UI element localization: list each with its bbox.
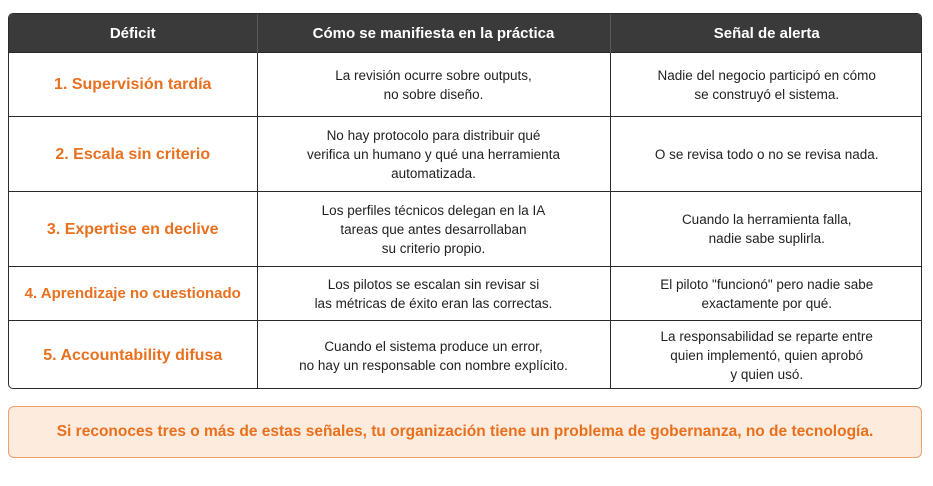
practice-cell [257, 321, 610, 390]
practice-text: verifica un humano y qué una herramienta [307, 146, 560, 162]
table-row [9, 267, 922, 321]
practice-cell [257, 117, 610, 192]
table-header-row [9, 14, 922, 53]
alert-text: exactamente por qué. [701, 295, 833, 311]
practice-text: no sobre diseño. [383, 86, 484, 102]
practice-cell [257, 53, 610, 117]
alert-text: Cuando la herramienta falla, [681, 212, 852, 227]
table-row [9, 117, 922, 192]
table-row [9, 53, 922, 117]
practice-text: Los perfiles técnicos delegan en la IA [321, 202, 546, 218]
table-row [9, 192, 922, 267]
column-header-alert: Señal de alerta [610, 14, 922, 53]
deficit-cell: 4. Aprendizaje no cuestionado [9, 267, 257, 321]
practice-cell [257, 192, 610, 267]
alert-text: y quien usó. [730, 367, 804, 383]
practice-text: su criterio propio. [381, 240, 486, 256]
alert-cell [610, 53, 922, 117]
alert-text: La responsabilidad se reparte entre [660, 329, 873, 345]
alert-text: nadie sabe suplirla. [708, 231, 825, 246]
alert-text: quien implementó, quien aprobó [670, 348, 864, 364]
alert-text: Nadie del negocio participó en cómo [657, 67, 876, 83]
practice-text: No hay protocolo para distribuir qué [326, 127, 541, 143]
practice-text: las métricas de éxito eran las correctas. [314, 295, 553, 311]
practice-text: La revisión ocurre sobre outputs, [335, 67, 532, 83]
deficit-table [9, 14, 922, 389]
alert-text: El piloto "funcionó" pero nadie sabe [660, 276, 874, 292]
alert-cell [610, 117, 922, 192]
practice-text: Los pilotos se escalan sin revisar si [327, 276, 540, 292]
column-header-practice: Cómo se manifiesta en la práctica [257, 14, 610, 53]
alert-cell [610, 192, 922, 267]
conclusion-banner [8, 406, 922, 458]
practice-text: Cuando el sistema produce un error, [324, 338, 543, 354]
column-header-deficit: Déficit [9, 14, 257, 53]
deficit-cell: 5. Accountability difusa [9, 321, 257, 390]
alert-text: se construyó el sistema. [694, 86, 840, 102]
alert-cell [610, 321, 922, 390]
practice-cell [257, 267, 610, 321]
alert-cell [610, 267, 922, 321]
practice-text: automatizada. [391, 165, 476, 181]
deficit-table-container [8, 13, 922, 389]
conclusion-text: Si reconoces tres o más de estas señales, tu organización tiene un problema de gobernanza, no de tecnología. [56, 423, 874, 440]
table-row [9, 321, 922, 390]
deficit-cell: 2. Escala sin criterio [9, 117, 257, 192]
practice-text: no hay un responsable con nombre explícito. [299, 357, 568, 373]
deficit-cell: 3. Expertise en declive [9, 192, 257, 267]
deficit-cell: 1. Supervisión tardía [9, 53, 257, 117]
practice-text: tareas que antes desarrollaban [340, 221, 527, 237]
alert-text: O se revisa todo o no se revisa nada. [654, 146, 879, 162]
